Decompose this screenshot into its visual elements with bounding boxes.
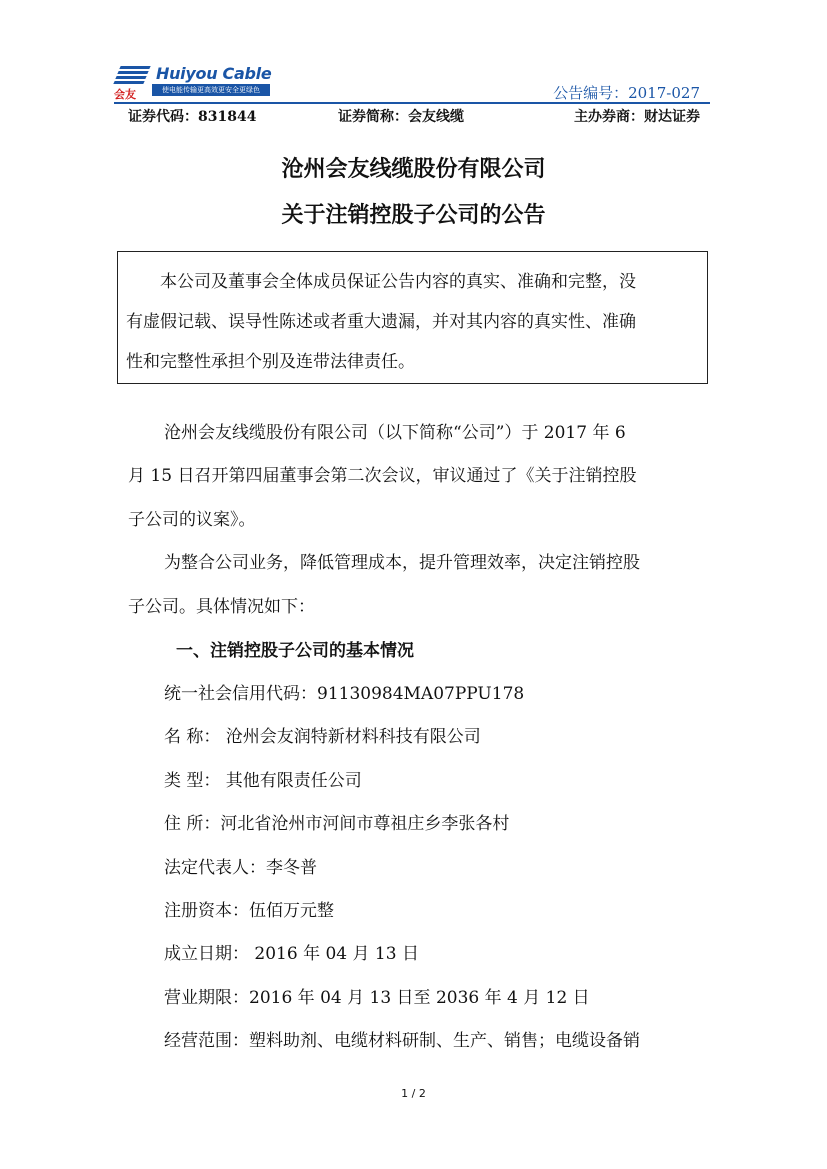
established-date: 成立日期： 2016 年 04 月 13 日	[164, 944, 419, 964]
paragraph-line: 为整合公司业务，降低管理成本，提升管理效率，决定注销控股	[164, 553, 640, 573]
paragraph-line: 子公司。具体情况如下：	[128, 597, 315, 617]
broker: 主办券商：财达证券	[574, 109, 700, 125]
stock-code: 证券代码：831844	[128, 109, 257, 125]
paragraph-line: 子公司的议案》。	[128, 510, 256, 530]
disclaimer-line: 性和完整性承担个别及连带法律责任。	[126, 352, 415, 372]
section-heading: 一、注销控股子公司的基本情况	[176, 641, 414, 661]
legal-representative: 法定代表人：李冬普	[164, 858, 317, 878]
header-divider	[114, 102, 710, 104]
business-scope: 经营范围：塑料助剂、电缆材料研制、生产、销售；电缆设备销	[164, 1031, 640, 1051]
logo-slogan: 使电能传输更高效更安全更绿色	[152, 84, 270, 96]
disclaimer-line: 有虚假记载、误导性陈述或者重大遗漏，并对其内容的真实性、准确	[126, 312, 636, 332]
stock-name: 证券简称：会友线缆	[338, 109, 464, 125]
notice-number: 公告编号：2017-027	[553, 84, 700, 102]
company-type: 类 型： 其他有限责任公司	[164, 771, 362, 791]
logo-cn-mark: 会友	[114, 88, 136, 101]
logo-wordmark: Huiyou Cable	[156, 64, 272, 83]
disclaimer-box	[117, 251, 708, 384]
business-term: 营业期限：2016 年 04 月 13 日至 2036 年 4 月 12 日	[164, 988, 590, 1008]
company-address: 住 所：河北省沧州市河间市尊祖庄乡李张各村	[164, 814, 510, 834]
page-number: 1 / 2	[401, 1087, 426, 1100]
paragraph-line: 沧州会友线缆股份有限公司（以下简称“公司”）于 2017 年 6	[164, 423, 626, 443]
company-logo	[112, 64, 272, 102]
company-name: 名 称： 沧州会友润特新材料科技有限公司	[164, 727, 481, 747]
paragraph-line: 月 15 日召开第四届董事会第二次会议，审议通过了《关于注销控股	[128, 466, 637, 486]
registered-capital: 注册资本：伍佰万元整	[164, 901, 334, 921]
page-title-line1: 沧州会友线缆股份有限公司	[281, 156, 546, 182]
disclaimer-line: 本公司及董事会全体成员保证公告内容的真实、准确和完整，没	[160, 272, 636, 292]
page-title-line2: 关于注销控股子公司的公告	[281, 202, 546, 228]
credit-code: 统一社会信用代码：91130984MA07PPU178	[164, 684, 525, 704]
